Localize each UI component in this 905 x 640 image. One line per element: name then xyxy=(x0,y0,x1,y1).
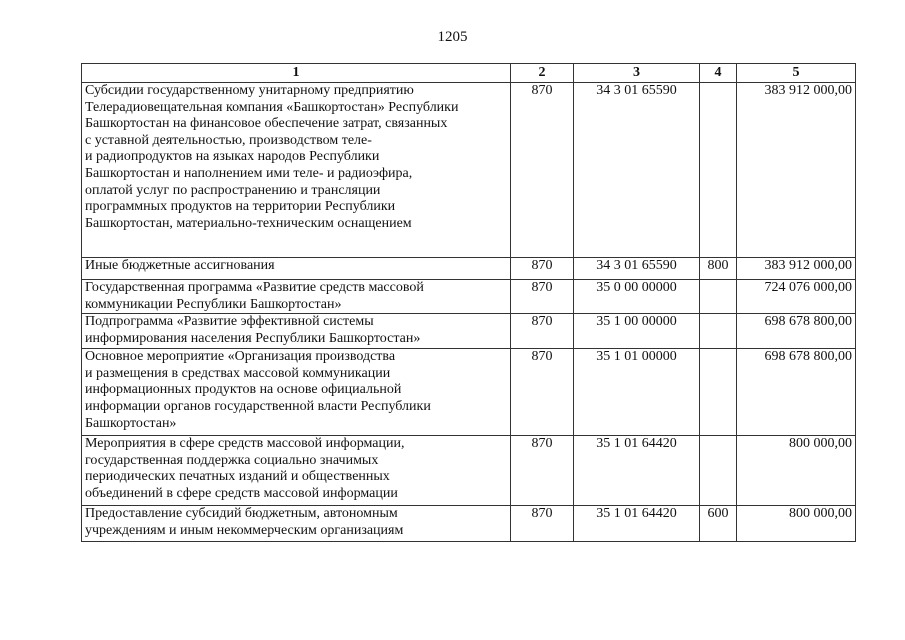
name-line: и радиопродуктов на языках народов Республики xyxy=(85,149,380,165)
header-col-5: 5 xyxy=(737,64,856,83)
row-target-article: 35 1 01 64420 xyxy=(574,506,700,542)
name-line: Башкортостан, материально-техническим оснащением xyxy=(85,215,412,231)
row-expense-type xyxy=(700,280,737,314)
row-expense-type xyxy=(700,83,737,258)
row-target-article: 34 3 01 65590 xyxy=(574,258,700,280)
budget-table xyxy=(81,63,856,542)
table-header-row xyxy=(82,64,856,83)
row-name xyxy=(82,83,511,258)
name-line: Мероприятия в сфере средств массовой информации, xyxy=(85,436,405,452)
row-expense-type: 600 xyxy=(700,506,737,542)
row-expense-type: 800 xyxy=(700,258,737,280)
table-row xyxy=(82,436,856,506)
name-line: учреждениям и иным некоммерческим организациям xyxy=(85,522,404,538)
name-line: Башкортостан на финансовое обеспечение затрат, связанных xyxy=(85,116,448,132)
table-row xyxy=(82,83,856,258)
header-col-4: 4 xyxy=(700,64,737,83)
table-row xyxy=(82,314,856,349)
row-amount: 800 000,00 xyxy=(737,506,856,542)
row-amount: 383 912 000,00 xyxy=(737,258,856,280)
row-department-code: 870 xyxy=(511,506,574,542)
row-expense-type xyxy=(700,314,737,349)
name-line: Субсидии государственному унитарному предприятию xyxy=(85,83,414,98)
name-line: Башкортостан» xyxy=(85,415,177,431)
table-row xyxy=(82,258,856,280)
name-line: периодических печатных изданий и общественных xyxy=(85,469,390,485)
name-line: информирования населения Республики Башкортостан» xyxy=(85,330,421,346)
table-row xyxy=(82,349,856,436)
row-name xyxy=(82,314,511,349)
row-target-article: 35 0 00 00000 xyxy=(574,280,700,314)
row-department-code: 870 xyxy=(511,349,574,436)
row-department-code: 870 xyxy=(511,83,574,258)
name-line: с уставной деятельностью, производством теле- xyxy=(85,132,372,148)
name-line: программных продуктов на территории Республики xyxy=(85,199,396,215)
table-row xyxy=(82,280,856,314)
row-amount: 698 678 800,00 xyxy=(737,314,856,349)
row-department-code: 870 xyxy=(511,280,574,314)
row-department-code: 870 xyxy=(511,436,574,506)
name-line: информации органов государственной власти Республики xyxy=(85,398,431,414)
name-line: объединений в сфере средств массовой информации xyxy=(85,485,398,501)
row-amount: 698 678 800,00 xyxy=(737,349,856,436)
name-line: информационных продуктов на основе официальной xyxy=(85,382,402,398)
row-name xyxy=(82,436,511,506)
page-number: 1205 xyxy=(437,29,468,45)
name-line: оплатой услуг по распространению и трансляции xyxy=(85,182,381,198)
name-line: Иные бюджетные ассигнования xyxy=(85,258,275,273)
name-line: и размещения в средствах массовой коммуникации xyxy=(85,365,391,381)
row-expense-type xyxy=(700,436,737,506)
row-target-article: 35 1 01 64420 xyxy=(574,436,700,506)
name-line: Предоставление субсидий бюджетным, автономным xyxy=(85,506,398,522)
name-line: Подпрограмма «Развитие эффективной системы xyxy=(85,314,374,330)
row-expense-type xyxy=(700,349,737,436)
row-amount: 724 076 000,00 xyxy=(737,280,856,314)
name-line: Государственная программа «Развитие средств массовой xyxy=(85,280,424,295)
row-name xyxy=(82,280,511,314)
name-line: коммуникации Республики Башкортостан» xyxy=(85,296,342,312)
header-col-2: 2 xyxy=(511,64,574,83)
table-row xyxy=(82,506,856,542)
row-name xyxy=(82,258,511,280)
header-col-1: 1 xyxy=(82,64,511,83)
row-department-code: 870 xyxy=(511,258,574,280)
row-amount: 383 912 000,00 xyxy=(737,83,856,258)
row-department-code: 870 xyxy=(511,314,574,349)
row-amount: 800 000,00 xyxy=(737,436,856,506)
row-target-article: 35 1 00 00000 xyxy=(574,314,700,349)
row-name xyxy=(82,506,511,542)
name-line: Телерадиовещательная компания «Башкортостан» Республики xyxy=(85,99,459,115)
name-line: Башкортостан и наполнением ими теле- и радиоэфира, xyxy=(85,165,413,181)
header-col-3: 3 xyxy=(574,64,700,83)
name-line: государственная поддержка социально значимых xyxy=(85,452,379,468)
row-name xyxy=(82,349,511,436)
row-target-article: 34 3 01 65590 xyxy=(574,83,700,258)
name-line: Основное мероприятие «Организация производства xyxy=(85,349,396,365)
row-target-article: 35 1 01 00000 xyxy=(574,349,700,436)
